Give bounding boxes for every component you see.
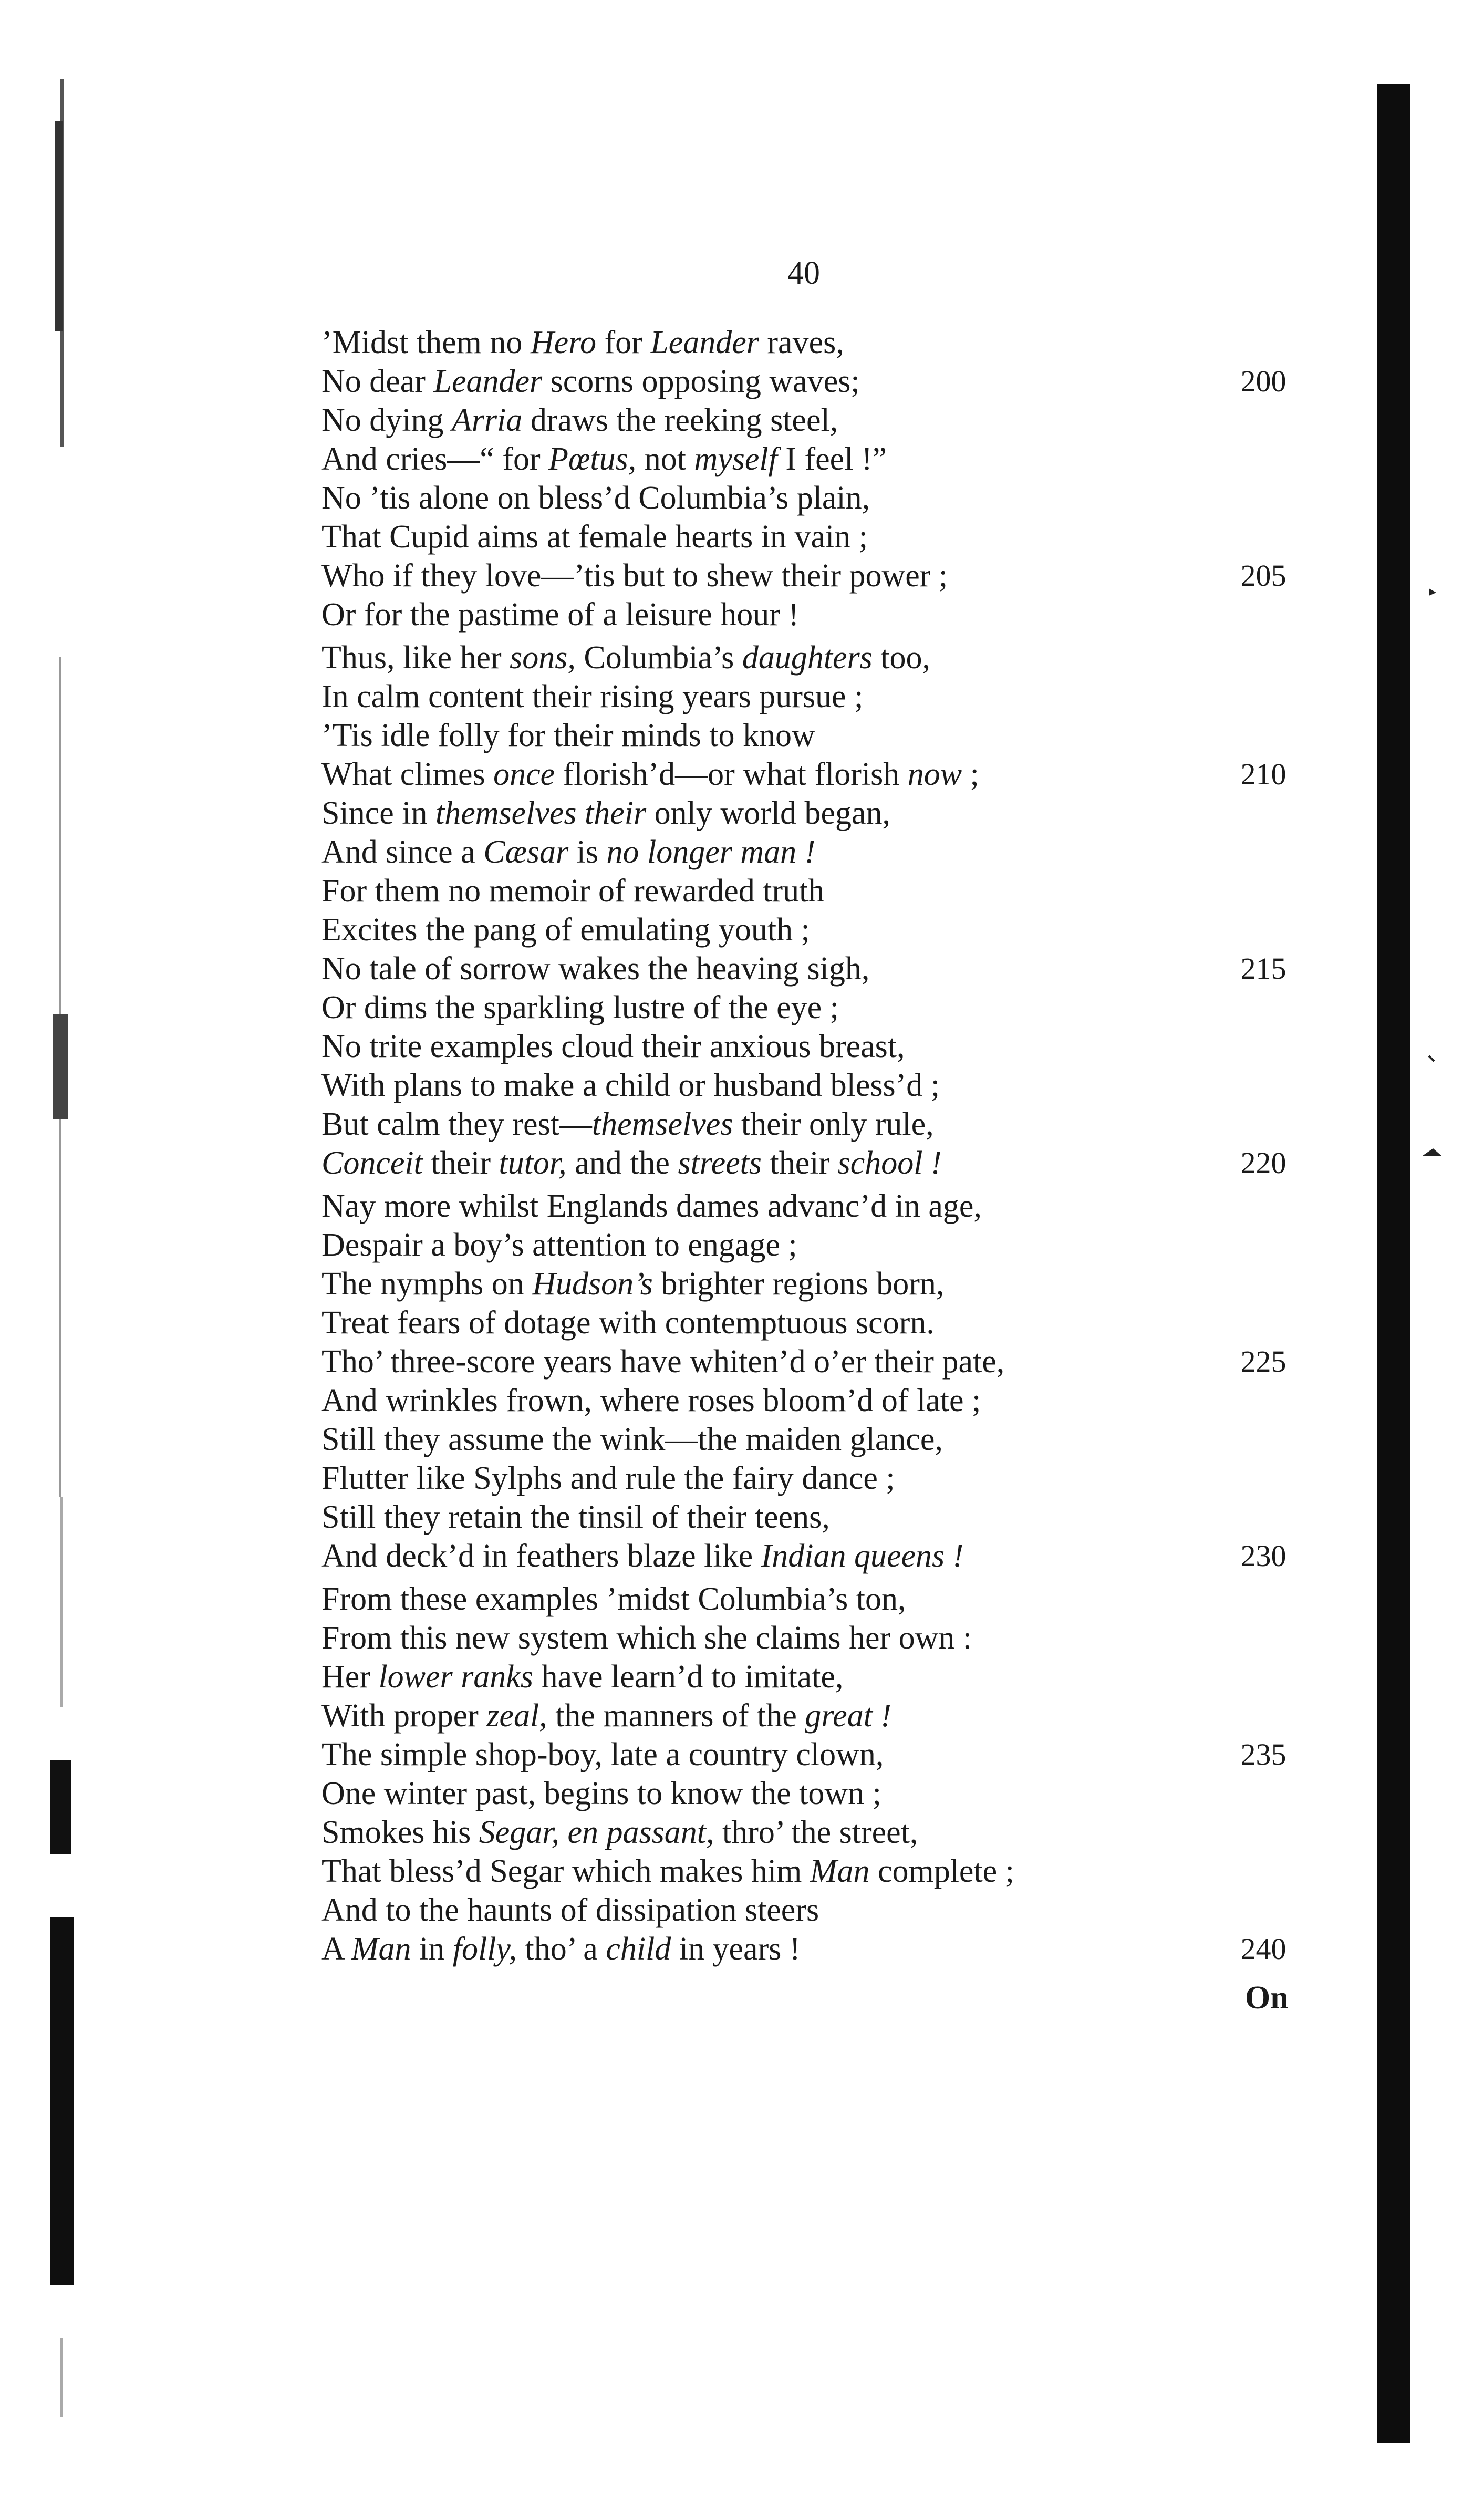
italic-text: folly, [452,1931,517,1967]
text-run: Smokes his [321,1815,479,1850]
text-run: too, [872,640,931,676]
poem-line [321,362,860,401]
text-run: in [411,1931,453,1967]
text-run: One winter past, begins to know the town ; [321,1776,881,1811]
poem-line [321,1774,881,1813]
italic-text: streets [678,1145,762,1181]
poem-line [321,716,815,755]
text-run: draws the reeking steel, [522,402,838,438]
text-run: Flutter like Sylphs and rule the fairy dance ; [321,1460,895,1496]
italic-text: Pœtus, [548,441,637,477]
poem-line [321,1735,884,1774]
text-run: ’Midst them no [321,325,531,360]
poem-line [321,595,799,634]
text-run: Or for the pastime of a leisure hour ! [321,597,800,633]
line-number: 230 [1240,1539,1286,1573]
poem-line [321,1105,934,1144]
italic-text: no longer man ! [606,834,816,870]
text-run: But calm they rest— [321,1106,592,1142]
italic-text: en passant, [567,1815,714,1850]
text-run: That Cupid aims at female hearts in vain ; [321,519,868,555]
page-number: 40 [787,255,820,291]
text-run: their [762,1145,838,1181]
text-run: From this new system which she claims her own : [321,1620,972,1656]
text-run: And cries—“ for [321,441,549,477]
poem-line [321,1537,963,1575]
poem-line [321,556,948,595]
text-run: Columbia’s [575,640,742,676]
text-run: only world began, [646,795,891,831]
poem-line [321,638,930,677]
italic-text: now [907,756,962,792]
text-run: their only rule, [733,1106,934,1142]
text-run: Or dims the sparkling lustre of the eye ; [321,990,839,1025]
text-run: No dying [321,402,452,438]
text-run: Despair a boy’s attention to engage ; [321,1227,797,1263]
text-run: And wrinkles frown, where roses bloom’d of late ; [321,1383,981,1418]
poem-line [321,1420,943,1459]
line-number: 205 [1240,558,1286,593]
poem-line [321,1498,830,1537]
line-number: 225 [1240,1344,1286,1378]
text-run: for [596,325,651,360]
poem-line [321,988,839,1027]
text-run: Excites the pang of emulating youth ; [321,912,810,948]
poem-line [321,479,870,517]
poem-line [321,1144,942,1183]
right-margin-marks [1418,0,1471,2519]
poem-line [321,1657,843,1696]
text-run: Who if they love—’tis but to shew their power ; [321,558,948,594]
poem-line [321,440,887,479]
italic-text: myself [694,441,777,477]
text-run: No trite examples cloud their anxious breast, [321,1029,905,1064]
text-run: No tale of sorrow wakes the heaving sigh, [321,951,870,987]
italic-text: Hero [530,325,596,360]
italic-text: child [606,1931,671,1967]
text-run: thro’ the street, [714,1815,918,1850]
poem-line [321,833,815,872]
text-run: Thus, like her [321,640,510,676]
text-run: And to the haunts of dissipation steers [321,1892,819,1928]
text-run: Still they retain the tinsil of their teens, [321,1499,830,1535]
italic-text: Leander [650,325,759,360]
line-number: 215 [1240,951,1286,986]
poem-line [321,794,890,833]
poem-line [321,872,824,910]
line-number: 240 [1240,1932,1286,1966]
left-margin-scan-artifact [50,79,81,2443]
poem-line [321,1027,905,1066]
italic-text: Hudson’s [532,1266,653,1302]
text-run: With proper [321,1698,487,1734]
text-run: in years ! [671,1931,801,1967]
text-run: Since in [321,795,435,831]
italic-text: once [493,756,555,792]
text-run: From these examples ’midst Columbia’s ton, [321,1581,906,1617]
poem-line [321,1619,972,1657]
text-run: raves, [759,325,844,360]
poem-line [321,755,979,794]
poem-line [321,1226,797,1264]
italic-text: school ! [837,1145,942,1181]
italic-text: tutor, [499,1145,567,1181]
text-run: And since a [321,834,484,870]
text-run [559,1815,568,1850]
catchword: On [1245,1980,1289,2016]
italic-text: themselves their [435,795,647,831]
poem-line [321,401,838,440]
text-run: Tho’ three-score years have whiten’d o’er their pate, [321,1344,1005,1380]
text-run: Her [321,1659,379,1695]
text-run: A [321,1931,351,1967]
italic-text: great ! [805,1698,892,1734]
text-run: complete ; [869,1853,1014,1889]
text-run: florish’d—or what florish [555,756,908,792]
italic-text: zeal, [486,1698,547,1734]
text-run: No dear [321,364,434,399]
text-run: In calm content their rising years pursue ; [321,679,864,714]
text-run: scorns opposing waves; [542,364,860,399]
poem-line [321,1303,935,1342]
line-number: 210 [1240,757,1286,791]
text-run: the manners of the [547,1698,805,1734]
poem-line [321,1381,981,1420]
text-run: have learn’d to imitate, [533,1659,844,1695]
italic-text: Indian queens ! [761,1538,964,1574]
poem-line [321,323,844,362]
text-run: And deck’d in feathers blaze like [321,1538,761,1574]
italic-text: themselves [591,1106,733,1142]
text-run: That bless’d Segar which makes him [321,1853,810,1889]
italic-text: Segar, [479,1815,559,1850]
text-run: ’Tis idle folly for their minds to know [321,718,815,753]
italic-text: Arria [452,402,523,438]
text-run: Treat fears of dotage with contemptuous scorn. [321,1305,935,1341]
text-run: Still they assume the wink—the maiden glance, [321,1422,943,1457]
text-run: What climes [321,756,494,792]
poem-line [321,949,869,988]
poem-line [321,1342,1004,1381]
poem-line [321,1852,1014,1891]
line-number: 220 [1240,1146,1286,1180]
italic-text: Cæsar [483,834,569,870]
text-run: With plans to make a child or husband bless’d ; [321,1067,940,1103]
line-number: 200 [1240,364,1286,398]
italic-text: Conceit [321,1145,423,1181]
text-run: For them no memoir of rewarded truth [321,873,825,909]
poem-line [321,910,810,949]
italic-text: Man [810,1853,870,1889]
poem-line [321,1696,891,1735]
text-run: brighter regions born, [652,1266,945,1302]
italic-text: lower ranks [378,1659,533,1695]
poem-line [321,677,863,716]
poem-line [321,1264,944,1303]
text-run: is [568,834,607,870]
poem-line [321,1459,895,1498]
line-number: 235 [1240,1737,1286,1771]
italic-text: sons, [510,640,576,676]
text-run: Nay more whilst Englands dames advanc’d in age, [321,1188,982,1224]
text-run: I feel !” [777,441,887,477]
poem-line [321,1187,982,1226]
poem-line [321,1813,918,1852]
text-run: The nymphs on [321,1266,533,1302]
italic-text: Leander [433,364,543,399]
poem-line [321,1066,940,1105]
poem-line [321,517,868,556]
poem-line [321,1891,819,1930]
text-run: The simple shop-boy, late a country clown, [321,1737,884,1772]
text-run: ; [962,756,979,792]
italic-text: Man [351,1931,411,1967]
poem-line [321,1580,906,1619]
spine-shadow [1377,84,1410,2443]
text-run: their [422,1145,499,1181]
text-run: and the [566,1145,678,1181]
text-run: tho’ a [517,1931,606,1967]
text-run: not [636,441,694,477]
italic-text: daughters [742,640,873,676]
text-run: No ’tis alone on bless’d Columbia’s plain, [321,480,870,516]
poem-line [321,1930,801,1968]
